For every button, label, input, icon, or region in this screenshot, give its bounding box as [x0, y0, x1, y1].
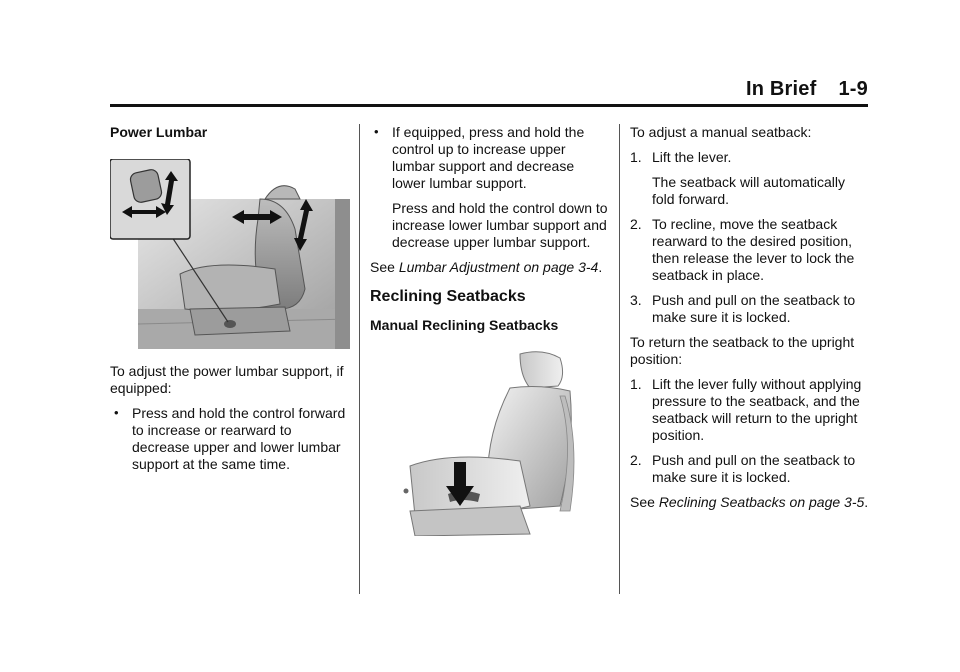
header-section: In Brief [745, 78, 817, 100]
upright-step-1-number: 1. [630, 376, 642, 392]
manual-reclining-seat-illustration [370, 346, 610, 536]
upright-step-1-text: Lift the lever fully without applying pressure to the seatback, and the seatback will return to the upright position. [652, 376, 862, 443]
see-suffix-2: . [864, 494, 869, 510]
column-1 [110, 124, 350, 481]
upright-step-2-text: Push and pull on the seatback to make sure it is locked. [652, 452, 856, 485]
adjust-step-2-text: To recline, move the seatback rearward to the desired position, then release the lever to lock the seatback in place. [652, 216, 855, 283]
power-lumbar-seat-illustration [110, 159, 350, 349]
power-lumbar-intro: To adjust the power lumbar support, if equipped: [110, 363, 344, 396]
page-header [110, 78, 868, 104]
adjust-step-1 [630, 149, 870, 166]
upright-step-2 [630, 452, 870, 486]
see-prefix: See [370, 259, 399, 275]
column-3 [630, 124, 870, 519]
power-lumbar-bullet-2: • If equipped, press and hold the control up to increase upper lumbar support and decrease lower lumbar support. [370, 124, 610, 192]
adjust-step-1-number: 1. [630, 149, 642, 165]
power-lumbar-bullet-1: • Press and hold the control forward to increase or rearward to decrease upper and lower lumbar support at the same time. [110, 405, 350, 473]
adjust-step-2-number: 2. [630, 216, 642, 232]
upright-step-2-number: 2. [630, 452, 642, 468]
power-lumbar-bullet-2-note: Press and hold the control down to increase lower lumbar support and decrease upper lumbar support. [392, 200, 608, 250]
adjust-step-2 [630, 216, 870, 284]
header-rule [110, 104, 868, 107]
reclining-seatbacks-heading: Reclining Seatbacks [370, 288, 526, 305]
manual-seatback-intro: To adjust a manual seatback: [630, 124, 812, 140]
manual-reclining-seatbacks-heading: Manual Reclining Seatbacks [370, 317, 559, 333]
column-divider-1 [359, 124, 360, 594]
lumbar-see-reference [370, 259, 610, 276]
reclining-see-reference [630, 494, 870, 511]
see-suffix: . [598, 259, 603, 275]
upright-step-1 [630, 376, 870, 444]
reclining-seatbacks-link[interactable]: Reclining Seatbacks on page 3-5 [658, 494, 865, 510]
adjust-step-3-number: 3. [630, 292, 642, 308]
adjust-step-3-text: Push and pull on the seatback to make sure it is locked. [652, 292, 856, 325]
adjust-step-1-text: Lift the lever. [652, 149, 732, 165]
upright-intro: To return the seatback to the upright position: [630, 334, 855, 367]
see-prefix-2: See [630, 494, 659, 510]
column-2 [370, 124, 610, 550]
header-page-number: 1-9 [838, 78, 868, 100]
header-title [746, 78, 868, 101]
lumbar-adjustment-link[interactable]: Lumbar Adjustment on page 3-4 [398, 259, 599, 275]
power-lumbar-heading: Power Lumbar [110, 124, 208, 140]
column-divider-2 [619, 124, 620, 594]
adjust-step-1-note: The seatback will automatically fold forward. [652, 174, 845, 207]
adjust-step-3 [630, 292, 870, 326]
